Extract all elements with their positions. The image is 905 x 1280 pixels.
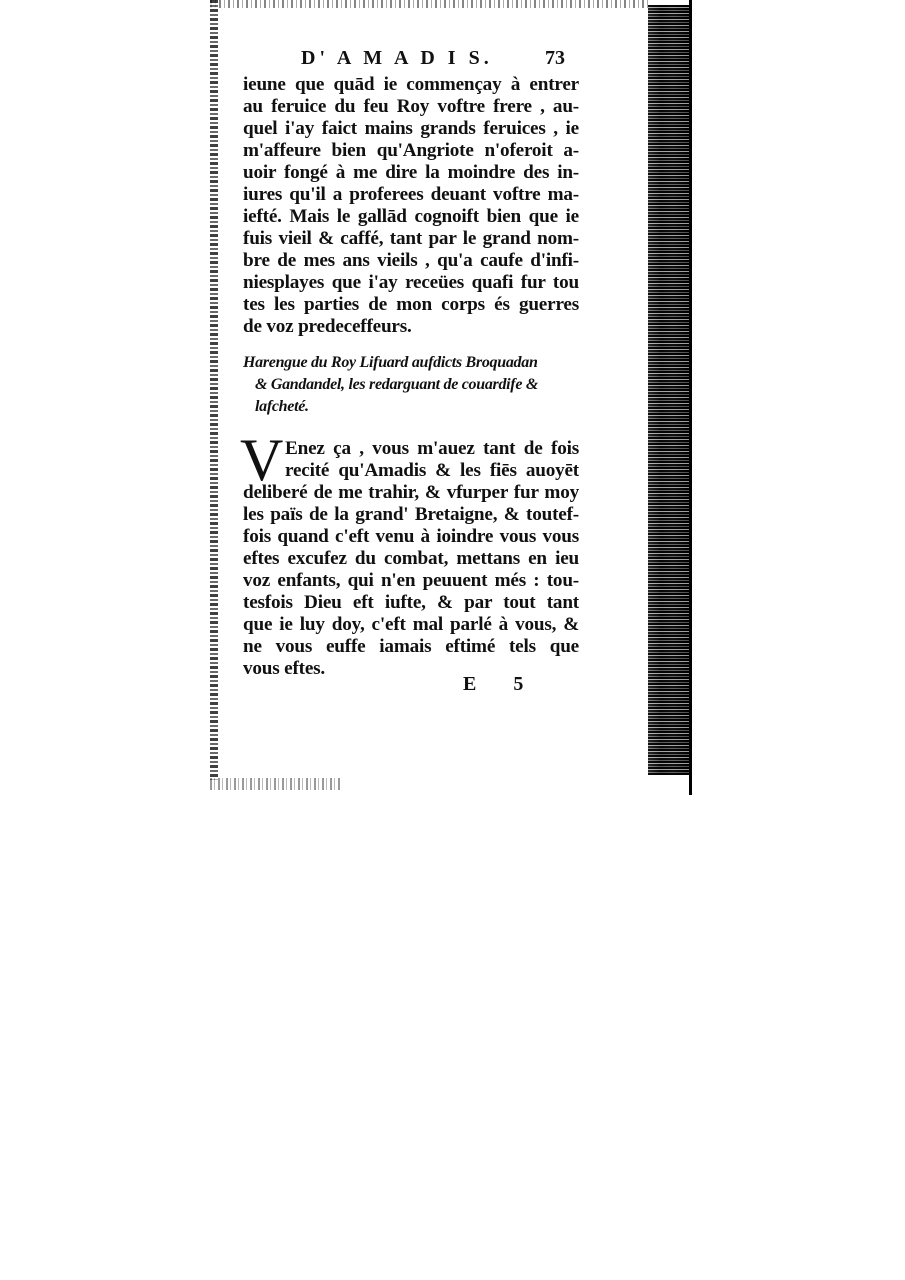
section-heading-line: & Gandandel, les redarguant de couardife & (255, 376, 538, 393)
text-line: ne vous euffe iamais eftimé tels que (243, 636, 579, 657)
signature-mark: E 5 (463, 673, 540, 695)
text-line: tesfois Dieu eft iufte, & par tout tant (243, 592, 579, 613)
text-line: recité qu'Amadis & les fiēs auoyēt (285, 460, 579, 481)
text-line: iures qu'il a proferees deuant voftre ma- (243, 184, 579, 205)
text-line: eftes excufez du combat, mettans en ieu (243, 548, 579, 569)
text-line: fuis vieil & caffé, tant par le grand nom- (243, 228, 579, 249)
text-line: iefté. Mais le gallād cognoift bien que ie (243, 206, 579, 227)
text-line: que ie luy doy, c'eft mal parlé à vous, & (243, 614, 579, 635)
text-line: au feruice du feu Roy voftre frere , au- (243, 96, 579, 117)
text-line: les païs de la grand' Bretaigne, & toutef- (243, 504, 579, 525)
section-heading-line: lafcheté. (255, 398, 309, 415)
text-line: Enez ça , vous m'auez tant de fois (285, 438, 579, 459)
text-line: fois quand c'eft venu à ioindre vous vous (243, 526, 579, 547)
text-line: bre de mes ans vieils , qu'a caufe d'infi- (243, 250, 579, 271)
text-line: vous eftes. (243, 658, 325, 679)
page-number: 73 (545, 47, 565, 69)
text-line: deliberé de me trahir, & vfurper fur moy (243, 482, 579, 503)
text-line: m'affeure bien qu'Angriote n'oferoit a- (243, 140, 579, 161)
drop-cap: V (240, 427, 284, 493)
text-line: de voz predeceffeurs. (243, 316, 412, 337)
text-line: voz enfants, qui n'en peuuent més : tou- (243, 570, 579, 591)
section-heading-line: Harengue du Roy Lifuard aufdicts Broquadan (243, 354, 538, 371)
text-line: tes les parties de mon corps és guerres (243, 294, 579, 315)
text-line: niesplayes que i'ay receües quafi fur tou (243, 272, 579, 293)
text-line: uoir fongé à me dire la moindre des in- (243, 162, 579, 183)
text-line: ieune que quād ie commençay à entrer (243, 74, 579, 95)
text-line: quel i'ay faict mains grands feruices , ie (243, 118, 579, 139)
running-head: D' A M A D I S. (301, 47, 493, 69)
